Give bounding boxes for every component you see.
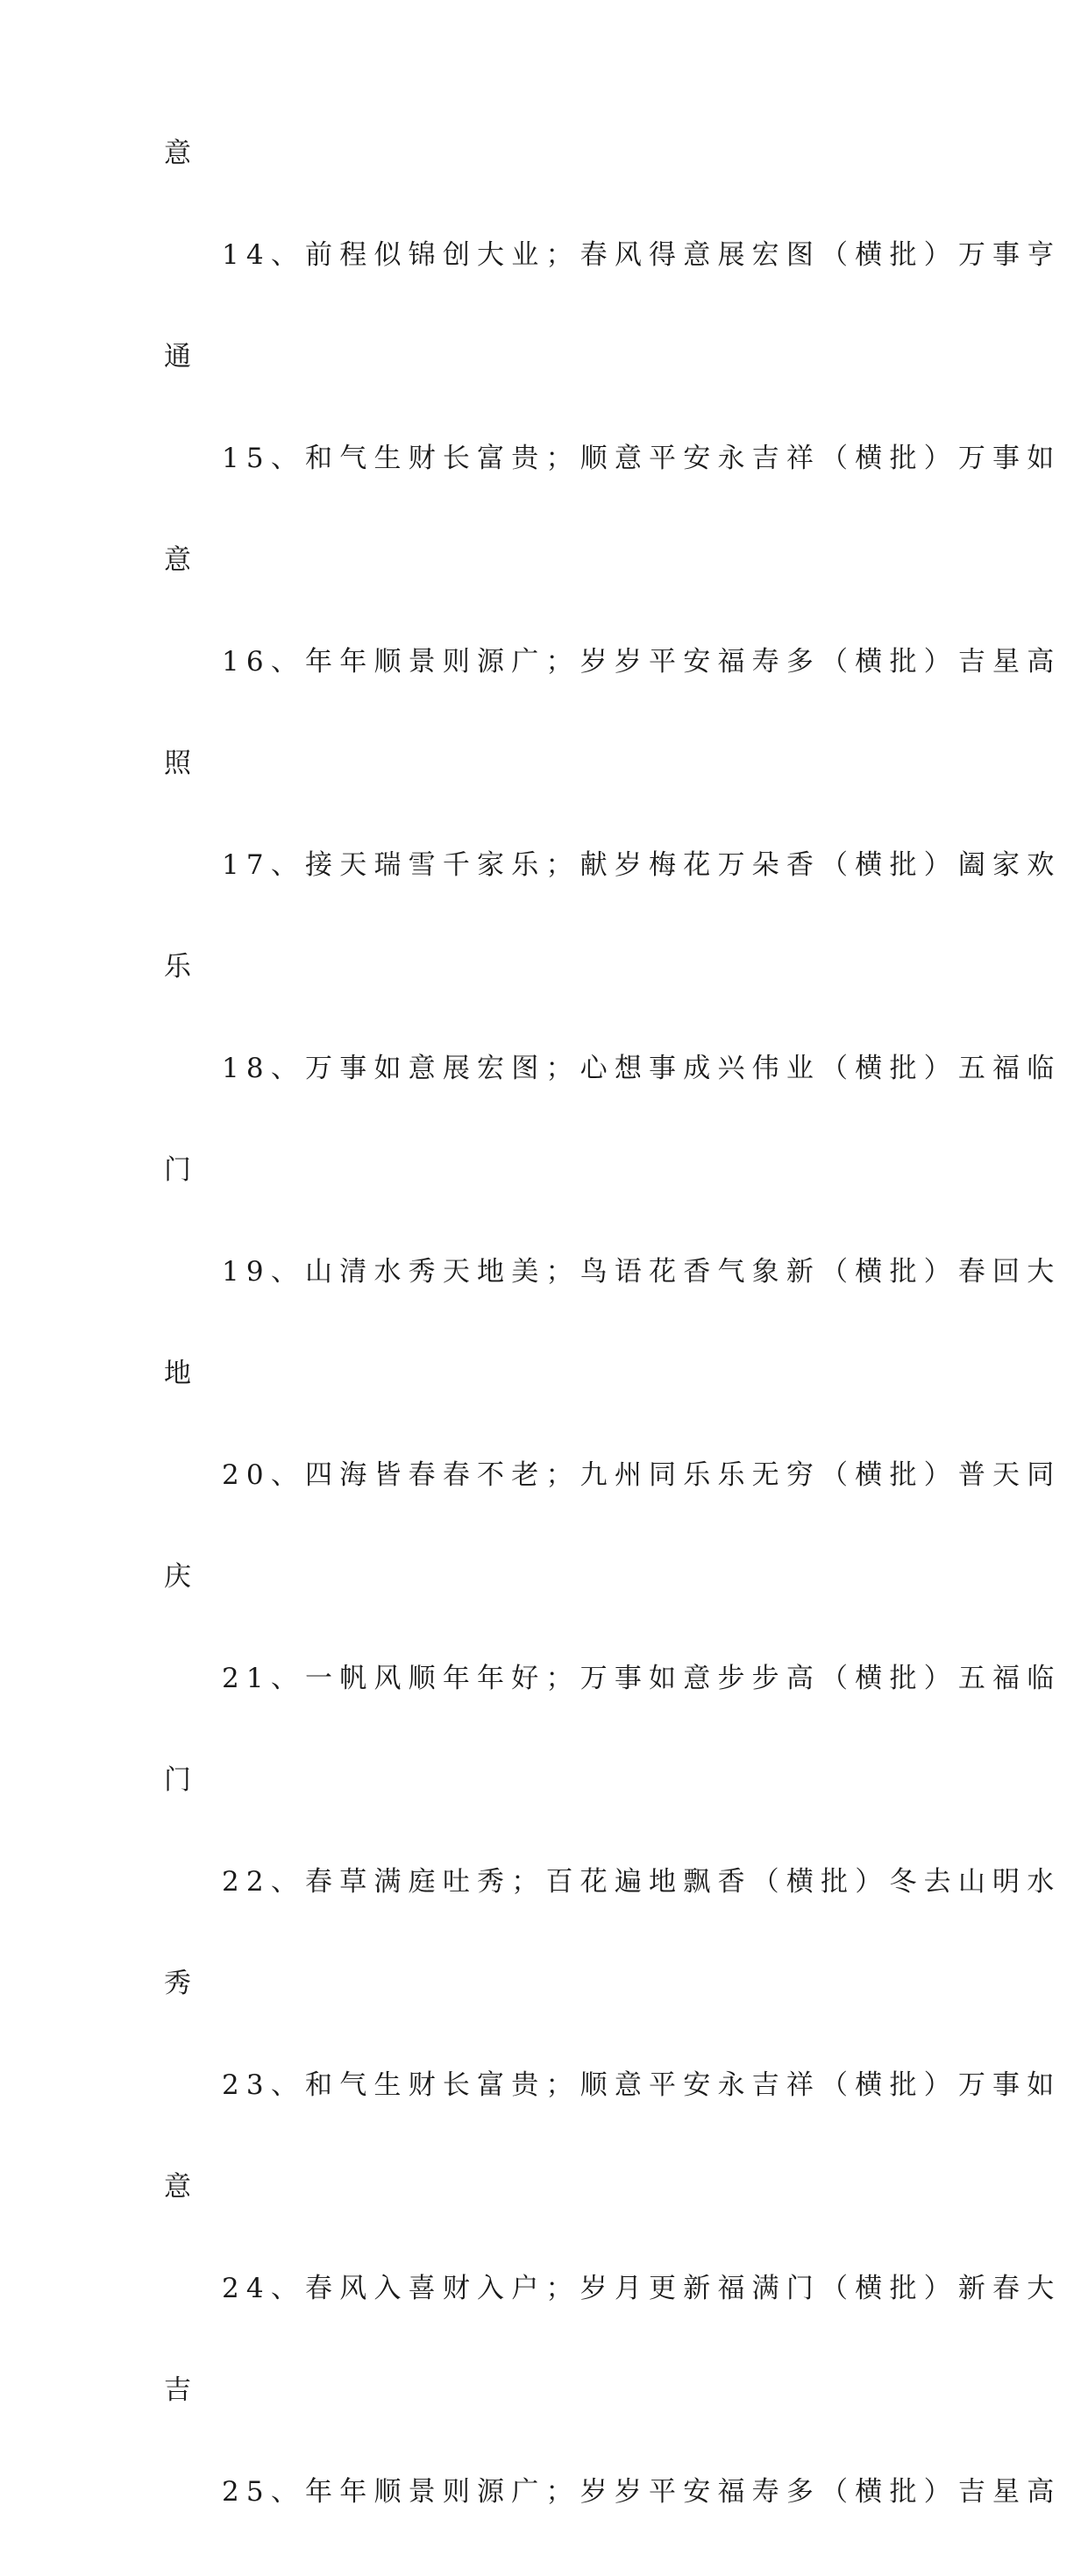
item-18-continuation: 门 [164, 1154, 199, 1186]
item-21-continuation: 门 [164, 1764, 199, 1796]
item-24-continuation: 吉 [164, 2374, 199, 2406]
item-22-first-line: 22、春草满庭吐秀；百花遍地飘香（横批）冬去山明水 [222, 1866, 1062, 1898]
item-24-first-line: 24、春风入喜财入户；岁月更新福满门（横批）新春大 [222, 2273, 1062, 2304]
item-22-continuation: 秀 [164, 1968, 199, 1999]
list-item [164, 1864, 1062, 2068]
list-item [164, 1051, 1062, 1254]
list-item [164, 2068, 1062, 2271]
item-20-continuation: 庆 [164, 1561, 199, 1593]
list-item [164, 441, 1062, 644]
item-20-first-line: 20、四海皆春春不老；九州同乐乐无穷（横批）普天同 [222, 1459, 1062, 1491]
item-16-first-line: 16、年年顺景则源广；岁岁平安福寿多（横批）吉星高 [222, 646, 1062, 678]
item-19-first-line: 19、山清水秀天地美；鸟语花香气象新（横批）春回大 [222, 1256, 1062, 1288]
couplet-list [164, 136, 1062, 2576]
item-23-first-line: 23、和气生财长富贵；顺意平安永吉祥（横批）万事如 [222, 2069, 1062, 2101]
item-18-first-line: 18、万事如意展宏图；心想事成兴伟业（横批）五福临 [222, 1053, 1062, 1084]
item-16-continuation: 照 [164, 748, 199, 779]
leading-fragment: 意 [164, 138, 199, 169]
list-item [164, 644, 1062, 848]
leading-fragment-line [164, 136, 927, 238]
item-17-continuation: 乐 [164, 951, 199, 983]
list-item [164, 238, 1062, 441]
item-21-first-line: 21、一帆风顺年年好；万事如意步步高（横批）五福临 [222, 1663, 1062, 1694]
item-15-continuation: 意 [164, 544, 199, 576]
list-item [164, 1254, 1062, 1458]
item-14-first-line: 14、前程似锦创大业；春风得意展宏图（横批）万事亨 [222, 239, 1062, 271]
item-17-first-line: 17、接天瑞雪千家乐；献岁梅花万朵香（横批）阖家欢 [222, 849, 1062, 881]
list-item [164, 848, 1062, 1051]
list-item [164, 2474, 1062, 2576]
item-25-first-line: 25、年年顺景则源广；岁岁平安福寿多（横批）吉星高 [222, 2476, 1062, 2508]
list-item [164, 2271, 1062, 2474]
item-14-continuation: 通 [164, 341, 199, 373]
item-15-first-line: 15、和气生财长富贵；顺意平安永吉祥（横批）万事如 [222, 443, 1062, 474]
item-23-continuation: 意 [164, 2171, 199, 2203]
list-item [164, 1458, 1062, 1661]
list-item [164, 1661, 1062, 1864]
item-19-continuation: 地 [164, 1358, 199, 1389]
